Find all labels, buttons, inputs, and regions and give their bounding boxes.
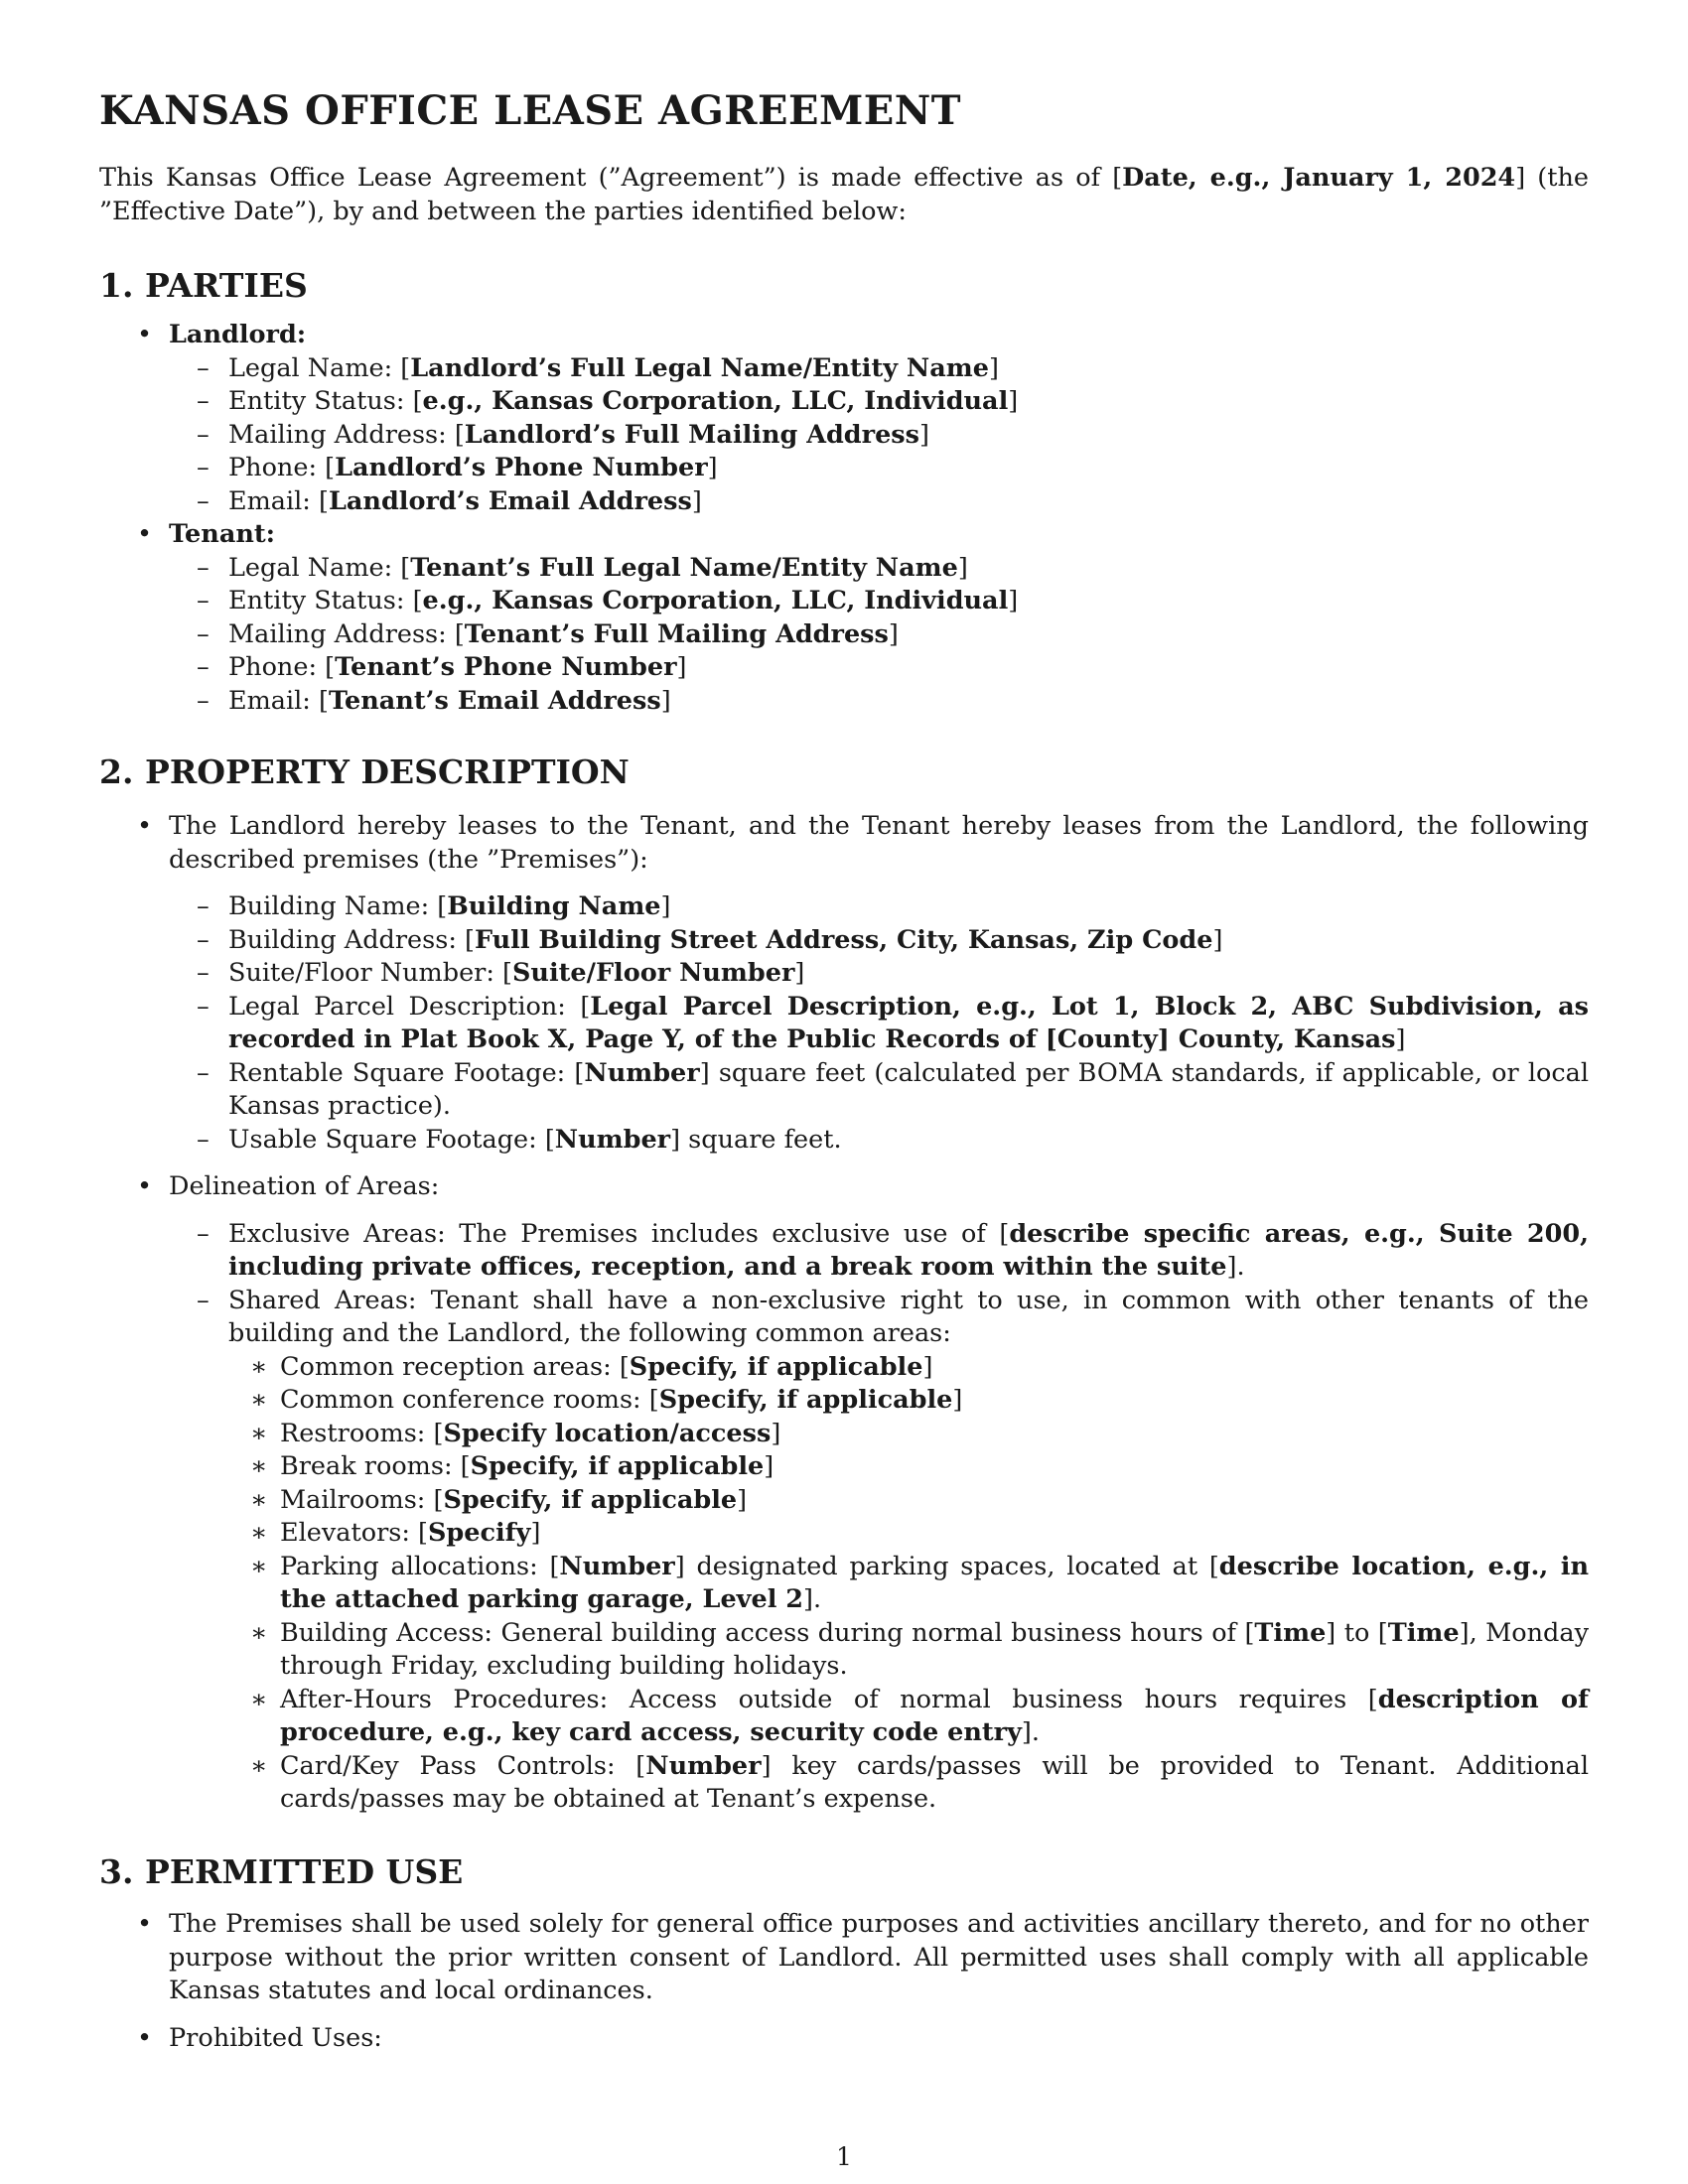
- list-item: ∗ Building Access: General building access during normal business hours of [Time] to [Time], Monday through Friday, excluding building holidays.: [250, 1617, 1589, 1681]
- list-item: ∗ After-Hours Procedures: Access outside of normal business hours requires [description of procedure, e.g., key card access, security code entry].: [250, 1684, 1589, 1747]
- property-list: [99, 810, 1589, 1817]
- section-heading-parties: 1. PARTIES: [99, 266, 308, 305]
- list-item: – Email: [Landlord’s Email Address]: [197, 485, 702, 516]
- list-item: – Shared Areas: Tenant shall have a non-exclusive right to use, in common with other tenants of the building and the Landlord, the following common areas:: [197, 1285, 1589, 1348]
- list-item: – Suite/Floor Number: [Suite/Floor Number]: [197, 958, 805, 988]
- list-item: • Delineation of Areas:: [137, 1171, 440, 1201]
- list-item: – Legal Name: [Landlord’s Full Legal Name/Entity Name]: [197, 352, 999, 383]
- list-item: ∗ Restrooms: [Specify location/access]: [250, 1418, 781, 1448]
- list-item: ∗ Break rooms: [Specify, if applicable]: [250, 1451, 774, 1481]
- list-item: ∗ Mailrooms: [Specify, if applicable]: [250, 1484, 748, 1515]
- list-item: – Usable Square Footage: [Number] square feet.: [197, 1124, 842, 1155]
- section-heading-permitted-use: 3. PERMITTED USE: [99, 1852, 464, 1891]
- list-item: – Entity Status: [e.g., Kansas Corporation, LLC, Individual]: [197, 386, 1019, 416]
- list-item: • Prohibited Uses:: [137, 2022, 382, 2053]
- list-item: • Tenant:: [137, 519, 276, 549]
- list-item: • Landlord:: [137, 320, 307, 349]
- intro-paragraph: This Kansas Office Lease Agreement (”Agreement”) is made effective as of [Date, e.g., January 1, 2024] (the ”Effective Date”), by and between the parties identified below:: [99, 163, 1590, 226]
- document-title: KANSAS OFFICE LEASE AGREEMENT: [99, 87, 962, 134]
- parties-list: [99, 319, 1589, 718]
- section-heading-property-description: 2. PROPERTY DESCRIPTION: [99, 752, 630, 791]
- list-item: – Entity Status: [e.g., Kansas Corporation, LLC, Individual]: [197, 586, 1019, 615]
- list-item: ∗ Card/Key Pass Controls: [Number] key cards/passes will be provided to Tenant. Additional cards/passes may be obtained at Tenant’s expense.: [250, 1750, 1589, 1814]
- list-item: ∗ Elevators: [Specify]: [250, 1518, 541, 1548]
- list-item: – Email: [Tenant’s Email Address]: [197, 685, 671, 716]
- list-item: ∗ Common conference rooms: [Specify, if applicable]: [250, 1385, 963, 1415]
- list-item: – Building Address: [Full Building Street Address, City, Kansas, Zip Code]: [197, 924, 1223, 955]
- page-number: 1: [836, 2142, 852, 2171]
- list-item: – Mailing Address: [Tenant’s Full Mailing Address]: [197, 618, 899, 649]
- list-item: – Mailing Address: [Landlord’s Full Mailing Address]: [197, 419, 929, 450]
- list-item: – Phone: [Tenant’s Phone Number]: [197, 652, 687, 682]
- list-item: • The Landlord hereby leases to the Tenant, and the Tenant hereby leases from the Landlord, the following described premises (the ”Premises”):: [137, 811, 1589, 875]
- list-item: • The Premises shall be used solely for general office purposes and activities ancillary thereto, and for no other purpose without the prior written consent of Landlord. All permitted uses shall comply with all applicable Kansas statutes and local ordinances.: [137, 1909, 1589, 2005]
- list-item: ∗ Common reception areas: [Specify, if applicable]: [250, 1351, 933, 1382]
- list-item: – Exclusive Areas: The Premises includes exclusive use of [describe specific areas, e.g., Suite 200, including private offices, reception, and a break room within the suite].: [197, 1218, 1589, 1282]
- list-item: – Rentable Square Footage: [Number] square feet (calculated per BOMA standards, if applicable, or local Kansas practice).: [197, 1057, 1589, 1121]
- list-item: ∗ Parking allocations: [Number] designated parking spaces, located at [describe location, e.g., in the attached parking garage, Level 2].: [250, 1551, 1590, 1614]
- permitted-use-list: [99, 1908, 1589, 2055]
- list-item: – Legal Parcel Description: [Legal Parcel Description, e.g., Lot 1, Block 2, ABC Subdivision, as recorded in Plat Book X, Page Y, of the Public Records of [County] County, Kansas]: [197, 991, 1589, 1054]
- document-page: [99, 0, 1589, 2184]
- list-item: – Building Name: [Building Name]: [197, 891, 671, 921]
- list-item: – Phone: [Landlord’s Phone Number]: [197, 453, 718, 482]
- list-item: – Legal Name: [Tenant’s Full Legal Name/Entity Name]: [197, 552, 968, 583]
